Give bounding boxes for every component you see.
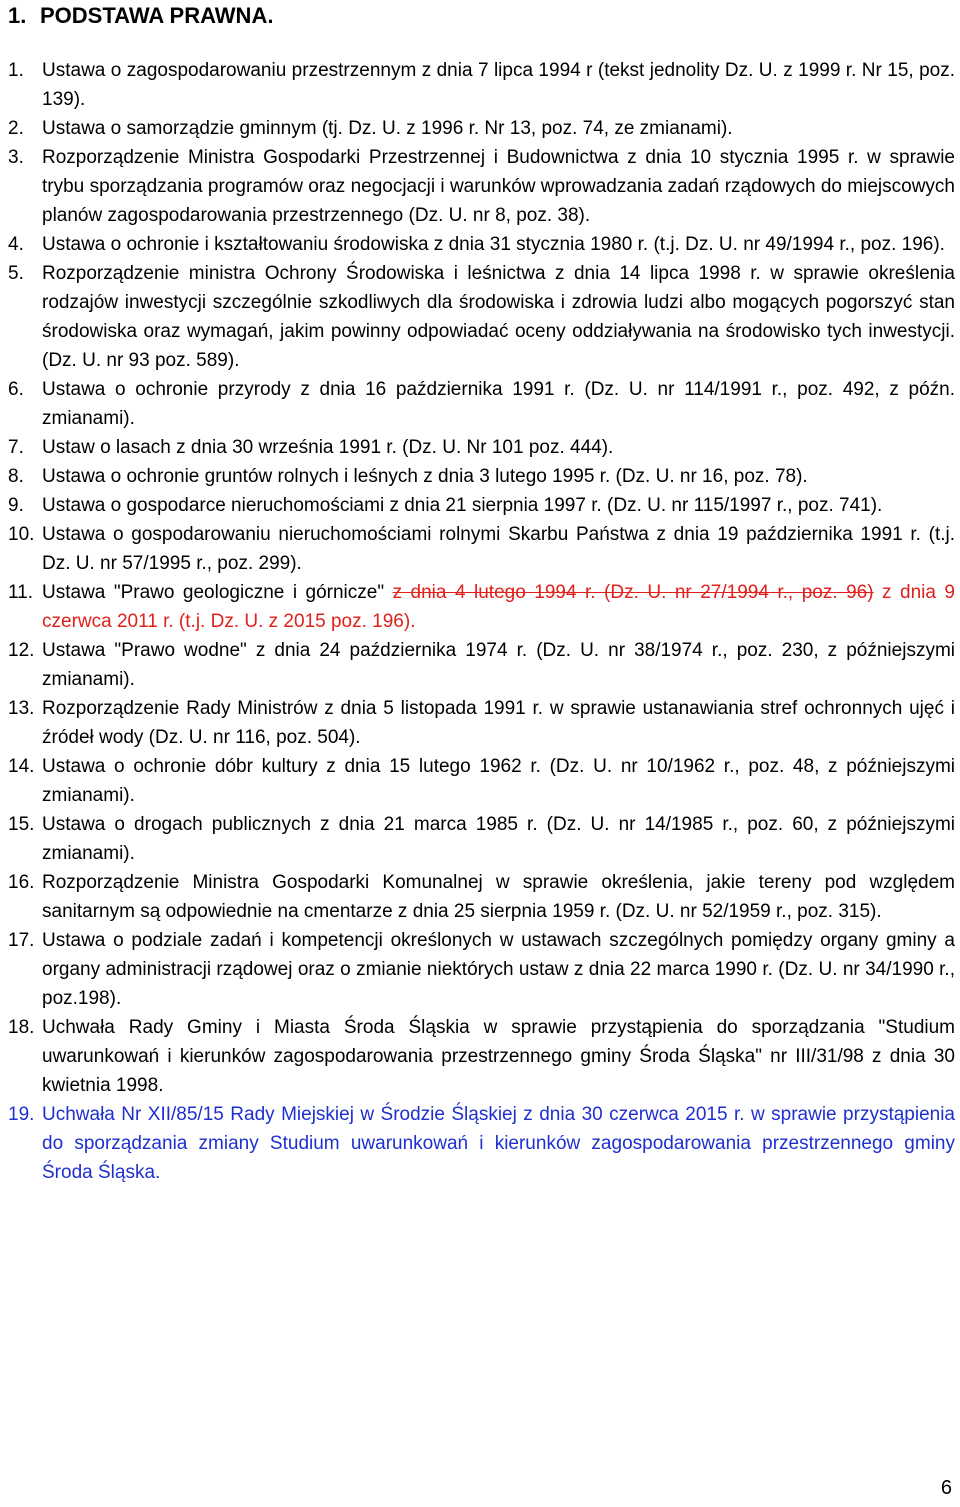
- section-number: 1.: [8, 3, 27, 28]
- list-item: [8, 1013, 955, 1100]
- item-text: Ustawa o samorządzie gminnym (tj. Dz. U. z 1996 r. Nr 13, poz. 74, ze zmianami).: [42, 118, 733, 139]
- item-number: 2.: [8, 118, 24, 139]
- item-number: 1.: [8, 60, 24, 81]
- list-item: [8, 491, 955, 520]
- struck-text: z dnia 4 lutego 1994 r. (Dz. U. nr 27/1994 r., poz. 96): [392, 582, 874, 603]
- item-text: Rozporządzenie ministra Ochrony Środowiska i leśnictwa z dnia 14 lipca 1998 r. w sprawie określenia rodzajów inwestycji szczególnie szkodliwych dla środowiska i zdrowia ludzi albo mogących pogorszyć stan środowiska oraz wymagań, jakim powinny odpowiadać oceny oddziaływania na środowisko tych inwestycji. (Dz. U. nr 93 poz. 589).: [42, 263, 955, 371]
- item-number: 15.: [8, 814, 35, 835]
- item-text: Ustawa o ochronie dóbr kultury z dnia 15 lutego 1962 r. (Dz. U. nr 10/1962 r., poz. 48, z późniejszymi zmianami).: [42, 756, 955, 806]
- item-number: 17.: [8, 930, 35, 951]
- item-number: 18.: [8, 1017, 35, 1038]
- section-heading: [8, 2, 273, 30]
- legal-basis-list: [8, 56, 955, 1187]
- item-number: 16.: [8, 872, 35, 893]
- item-text: Ustawa o gospodarowaniu nieruchomościami rolnymi Skarbu Państwa z dnia 19 października 1991 r. (t.j. Dz. U. nr 57/1995 r., poz. 299).: [42, 524, 955, 574]
- item-number: 3.: [8, 147, 24, 168]
- list-item: [8, 752, 955, 810]
- item-text: Ustawa o zagospodarowaniu przestrzennym z dnia 7 lipca 1994 r (tekst jednolity Dz. U. z 1999 r. Nr 15, poz. 139).: [42, 60, 955, 110]
- list-item: [8, 520, 955, 578]
- list-item: [8, 810, 955, 868]
- list-item: [8, 868, 955, 926]
- item-text: Rozporządzenie Rady Ministrów z dnia 5 listopada 1991 r. w sprawie ustanawiania stref ochronnych ujęć i źródeł wody (Dz. U. nr 116, poz. 504).: [42, 698, 955, 748]
- item-text: Rozporządzenie Ministra Gospodarki Przestrzennej i Budownictwa z dnia 10 stycznia 1995 r. w sprawie trybu sporządzania programów oraz negocjacji i warunków wprowadzania zadań rządowych do miejscowych planów zagospodarowania przestrzennego (Dz. U. nr 8, poz. 38).: [42, 147, 955, 226]
- list-item: [8, 114, 955, 143]
- item-number: 11.: [8, 582, 34, 603]
- item-number: 8.: [8, 466, 24, 487]
- item-number: 7.: [8, 437, 24, 458]
- added-text: z dnia 9 czerwca 2011 r. (t.j. Dz. U. z 2015 poz. 196).: [42, 582, 955, 632]
- list-item: [8, 143, 955, 230]
- item-text: Uchwała Nr XII/85/15 Rady Miejskiej w Środzie Śląskiej z dnia 30 czerwca 2015 r. w sprawie przystąpienia do sporządzania zmiany Studium uwarunkowań i kierunków zagospodarowania przestrzennego gminy Środa Śląska.: [42, 1104, 955, 1183]
- item-text: Uchwała Rady Gminy i Miasta Środa Śląskia w sprawie przystąpienia do sporządzania "Studium uwarunkowań i kierunków zagospodarowania przestrzennego gminy Środa Śląska" nr III/31/98 z dnia 30 kwietnia 1998.: [42, 1017, 955, 1096]
- item-text: Ustawa "Prawo wodne" z dnia 24 października 1974 r. (Dz. U. nr 38/1974 r., poz. 230, z późniejszymi zmianami).: [42, 640, 955, 690]
- item-text: Ustaw o lasach z dnia 30 września 1991 r. (Dz. U. Nr 101 poz. 444).: [42, 437, 614, 458]
- list-item: [8, 375, 955, 433]
- item-number: 14.: [8, 756, 35, 777]
- list-item: [8, 694, 955, 752]
- item-text: Ustawa o podziale zadań i kompetencji określonych w ustawach szczególnych pomiędzy organy gminy a organy administracji rządowej oraz o zmianie niektórych ustaw z dnia 22 marca 1990 r. (Dz. U. nr 34/1990 r., poz.198).: [42, 930, 955, 1009]
- list-item: [8, 926, 955, 1013]
- page-number: 6: [940, 1477, 952, 1499]
- list-item: [8, 462, 955, 491]
- item-number: 6.: [8, 379, 24, 400]
- section-title: PODSTAWA PRAWNA.: [40, 3, 274, 28]
- item-text: Ustawa o ochronie przyrody z dnia 16 października 1991 r. (Dz. U. nr 114/1991 r., poz. 492, z późn. zmianami).: [42, 379, 955, 429]
- item-number: 19.: [8, 1104, 35, 1125]
- list-item: [8, 433, 955, 462]
- item-text: Ustawa "Prawo geologiczne i górnicze": [42, 582, 393, 603]
- list-item: [8, 636, 955, 694]
- list-item-new: [8, 1100, 955, 1187]
- list-item: [8, 230, 955, 259]
- item-number: 13.: [8, 698, 35, 719]
- item-text: Ustawa o ochronie gruntów rolnych i leśnych z dnia 3 lutego 1995 r. (Dz. U. nr 16, poz. 78).: [42, 466, 808, 487]
- list-item-amended: [8, 578, 955, 636]
- item-text: Rozporządzenie Ministra Gospodarki Komunalnej w sprawie określenia, jakie tereny pod względem sanitarnym są odpowiednie na cmentarze z dnia 25 sierpnia 1959 r. (Dz. U. nr 52/1959 r., poz. 315).: [42, 872, 955, 922]
- item-number: 10.: [8, 524, 35, 545]
- item-text: Ustawa o gospodarce nieruchomościami z dnia 21 sierpnia 1997 r. (Dz. U. nr 115/1997 r., poz. 741).: [42, 495, 883, 516]
- item-text: Ustawa o drogach publicznych z dnia 21 marca 1985 r. (Dz. U. nr 14/1985 r., poz. 60, z późniejszymi zmianami).: [42, 814, 955, 864]
- item-number: 5.: [8, 263, 24, 284]
- item-number: 12.: [8, 640, 35, 661]
- list-item: [8, 56, 955, 114]
- item-text: Ustawa o ochronie i kształtowaniu środowiska z dnia 31 stycznia 1980 r. (t.j. Dz. U. nr 49/1994 r., poz. 196).: [42, 234, 945, 255]
- item-number: 4.: [8, 234, 24, 255]
- item-number: 9.: [8, 495, 24, 516]
- list-item: [8, 259, 955, 375]
